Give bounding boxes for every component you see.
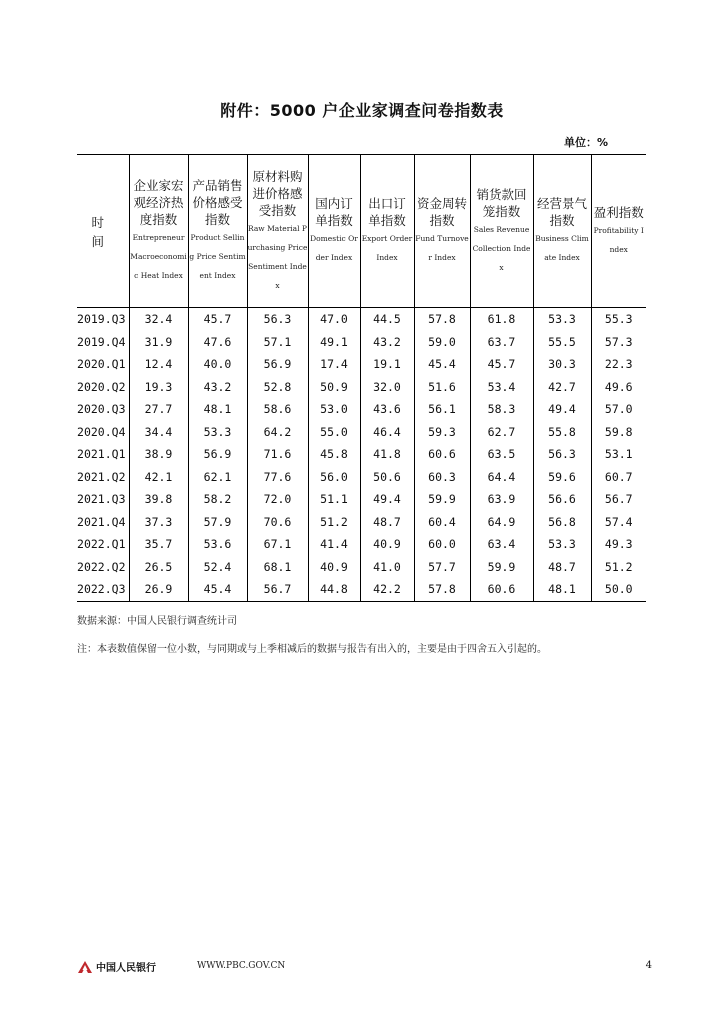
period-cell: 2021.Q2	[77, 469, 126, 484]
value-cell: 44.8	[308, 578, 360, 601]
value-cell: 59.3	[414, 421, 470, 444]
value-cell: 60.6	[414, 443, 470, 466]
value-cell: 52.8	[247, 376, 308, 399]
value-cell: 42.2	[360, 578, 414, 601]
value-cell: 55.0	[308, 421, 360, 444]
column-header-zh: 原材料购进价格感受指数	[252, 168, 303, 218]
value-cell: 41.8	[360, 443, 414, 466]
value-cell: 56.3	[533, 443, 591, 466]
value-cell: 17.4	[308, 353, 360, 376]
value-cell: 53.6	[188, 533, 247, 556]
header-row	[77, 155, 646, 308]
value-cell: 35.7	[129, 533, 188, 556]
value-cell: 53.3	[533, 308, 591, 331]
value-cell: 63.9	[470, 488, 533, 511]
value-cell: 58.2	[188, 488, 247, 511]
table-row	[77, 376, 646, 399]
value-cell: 57.9	[188, 511, 247, 534]
period-cell: 2021.Q3	[77, 492, 126, 507]
footer-url[interactable]: WWW.PBC.GOV.CN	[197, 961, 286, 971]
value-cell: 31.9	[129, 331, 188, 354]
table-row	[77, 488, 646, 511]
column-header	[129, 155, 188, 308]
value-cell: 59.9	[470, 556, 533, 579]
value-cell: 57.1	[247, 331, 308, 354]
value-cell: 51.2	[308, 511, 360, 534]
value-cell: 52.4	[188, 556, 247, 579]
value-cell: 45.8	[308, 443, 360, 466]
value-cell: 64.2	[247, 421, 308, 444]
table-row	[77, 443, 646, 466]
value-cell: 43.2	[360, 331, 414, 354]
value-cell: 56.7	[247, 578, 308, 601]
value-cell: 37.3	[129, 511, 188, 534]
value-cell: 60.7	[591, 466, 646, 489]
column-header	[470, 155, 533, 308]
column-header	[591, 155, 646, 308]
value-cell: 50.0	[591, 578, 646, 601]
value-cell: 32.0	[360, 376, 414, 399]
column-header-zh: 产品销售价格感受指数	[192, 178, 243, 227]
value-cell: 58.6	[247, 398, 308, 421]
value-cell: 48.7	[533, 556, 591, 579]
column-header-en: Fund Turnover Index	[415, 234, 469, 262]
value-cell: 43.2	[188, 376, 247, 399]
value-cell: 51.1	[308, 488, 360, 511]
value-cell: 55.5	[533, 331, 591, 354]
column-header	[360, 155, 414, 308]
value-cell: 51.6	[414, 376, 470, 399]
table-row	[77, 398, 646, 421]
value-cell: 56.9	[247, 353, 308, 376]
value-cell: 70.6	[247, 511, 308, 534]
time-column-header: 时 间	[77, 155, 129, 308]
value-cell: 34.4	[129, 421, 188, 444]
period-cell: 2019.Q4	[77, 334, 126, 349]
value-cell: 49.4	[360, 488, 414, 511]
bank-name: 中国人民银行	[96, 963, 156, 974]
period-cell: 2020.Q4	[77, 424, 126, 439]
value-cell: 60.3	[414, 466, 470, 489]
column-header	[533, 155, 591, 308]
value-cell: 64.4	[470, 466, 533, 489]
period-cell: 2022.Q2	[77, 559, 126, 574]
value-cell: 26.5	[129, 556, 188, 579]
column-header-en: Sales Revenue Collection Index	[472, 224, 531, 272]
value-cell: 53.1	[591, 443, 646, 466]
value-cell: 38.9	[129, 443, 188, 466]
value-cell: 45.4	[188, 578, 247, 601]
data-source: 数据来源：中国人民银行调查统计司	[77, 616, 237, 627]
value-cell: 56.8	[533, 511, 591, 534]
value-cell: 58.3	[470, 398, 533, 421]
column-header-en: Profitability Index	[593, 225, 644, 254]
column-header	[188, 155, 247, 308]
value-cell: 19.3	[129, 376, 188, 399]
value-cell: 53.3	[533, 533, 591, 556]
period-cell: 2020.Q2	[77, 379, 126, 394]
value-cell: 71.6	[247, 443, 308, 466]
value-cell: 48.7	[360, 511, 414, 534]
column-header-en: Export Order Index	[361, 234, 413, 262]
value-cell: 55.8	[533, 421, 591, 444]
value-cell: 53.4	[470, 376, 533, 399]
value-cell: 60.0	[414, 533, 470, 556]
column-header-zh: 销货款回笼指数	[476, 186, 527, 219]
value-cell: 67.1	[247, 533, 308, 556]
column-header	[414, 155, 470, 308]
value-cell: 40.0	[188, 353, 247, 376]
value-cell: 56.0	[308, 466, 360, 489]
value-cell: 57.8	[414, 578, 470, 601]
value-cell: 47.6	[188, 331, 247, 354]
value-cell: 51.2	[591, 556, 646, 579]
value-cell: 49.3	[591, 533, 646, 556]
column-header-zh: 国内订单指数	[315, 196, 353, 228]
value-cell: 40.9	[308, 556, 360, 579]
column-header-zh: 资金周转指数	[416, 196, 467, 228]
index-table	[77, 154, 646, 602]
column-header-en: Entrepreneur Macroeconomic Heat Index	[130, 233, 187, 280]
value-cell: 60.6	[470, 578, 533, 601]
pboc-logo-icon	[78, 961, 92, 973]
value-cell: 57.3	[591, 331, 646, 354]
period-cell: 2021.Q1	[77, 447, 126, 462]
value-cell: 53.0	[308, 398, 360, 421]
column-header-en: Business Climate Index	[535, 234, 589, 262]
value-cell: 39.8	[129, 488, 188, 511]
value-cell: 27.7	[129, 398, 188, 421]
value-cell: 53.3	[188, 421, 247, 444]
period-cell: 2019.Q3	[77, 312, 126, 327]
table-row	[77, 308, 646, 331]
value-cell: 63.5	[470, 443, 533, 466]
value-cell: 59.0	[414, 331, 470, 354]
table-row	[77, 353, 646, 376]
table-body	[77, 308, 646, 602]
value-cell: 68.1	[247, 556, 308, 579]
value-cell: 77.6	[247, 466, 308, 489]
period-cell: 2020.Q3	[77, 402, 126, 417]
footnote: 注：本表数值保留一位小数，与同期或与上季相减后的数据与报告有出入的，主要是由于四舍五入引起的。	[77, 644, 547, 655]
value-cell: 22.3	[591, 353, 646, 376]
table-row	[77, 578, 646, 601]
value-cell: 63.4	[470, 533, 533, 556]
value-cell: 48.1	[188, 398, 247, 421]
value-cell: 62.7	[470, 421, 533, 444]
value-cell: 59.6	[533, 466, 591, 489]
column-header-zh: 盈利指数	[593, 204, 644, 220]
value-cell: 41.4	[308, 533, 360, 556]
unit-label: 单位：%	[563, 136, 608, 149]
value-cell: 59.9	[414, 488, 470, 511]
value-cell: 56.6	[533, 488, 591, 511]
value-cell: 60.4	[414, 511, 470, 534]
page-number: 4	[645, 960, 652, 971]
value-cell: 45.7	[470, 353, 533, 376]
footer-logo	[78, 959, 156, 974]
value-cell: 56.1	[414, 398, 470, 421]
value-cell: 57.0	[591, 398, 646, 421]
value-cell: 43.6	[360, 398, 414, 421]
value-cell: 46.4	[360, 421, 414, 444]
value-cell: 45.7	[188, 308, 247, 331]
value-cell: 59.8	[591, 421, 646, 444]
page-title: 附件：5000 户企业家调查问卷指数表	[220, 101, 504, 120]
value-cell: 62.1	[188, 466, 247, 489]
value-cell: 57.4	[591, 511, 646, 534]
value-cell: 19.1	[360, 353, 414, 376]
value-cell: 56.3	[247, 308, 308, 331]
table-row	[77, 556, 646, 579]
value-cell: 42.7	[533, 376, 591, 399]
column-header	[247, 155, 308, 308]
value-cell: 48.1	[533, 578, 591, 601]
value-cell: 12.4	[129, 353, 188, 376]
value-cell: 50.9	[308, 376, 360, 399]
table-row	[77, 331, 646, 354]
column-header-en: Domestic Order Index	[310, 234, 358, 262]
value-cell: 64.9	[470, 511, 533, 534]
value-cell: 41.0	[360, 556, 414, 579]
column-header-en: Product Selling Price Sentiment Index	[189, 233, 246, 280]
value-cell: 40.9	[360, 533, 414, 556]
value-cell: 56.7	[591, 488, 646, 511]
value-cell: 45.4	[414, 353, 470, 376]
value-cell: 72.0	[247, 488, 308, 511]
value-cell: 47.0	[308, 308, 360, 331]
value-cell: 63.7	[470, 331, 533, 354]
table-row	[77, 466, 646, 489]
column-header-zh: 企业家宏观经济热度指数	[133, 178, 184, 227]
value-cell: 44.5	[360, 308, 414, 331]
value-cell: 61.8	[470, 308, 533, 331]
column-header-zh: 出口订单指数	[368, 196, 406, 228]
column-header	[308, 155, 360, 308]
value-cell: 56.9	[188, 443, 247, 466]
period-cell: 2022.Q3	[77, 582, 126, 597]
period-cell: 2020.Q1	[77, 357, 126, 372]
value-cell: 42.1	[129, 466, 188, 489]
value-cell: 49.4	[533, 398, 591, 421]
value-cell: 49.6	[591, 376, 646, 399]
value-cell: 55.3	[591, 308, 646, 331]
value-cell: 57.7	[414, 556, 470, 579]
value-cell: 50.6	[360, 466, 414, 489]
value-cell: 32.4	[129, 308, 188, 331]
value-cell: 49.1	[308, 331, 360, 354]
period-cell: 2021.Q4	[77, 514, 126, 529]
period-cell: 2022.Q1	[77, 537, 126, 552]
value-cell: 26.9	[129, 578, 188, 601]
table-row	[77, 421, 646, 444]
table-row	[77, 511, 646, 534]
column-header-en: Raw Material Purchasing Price Sentiment Index	[247, 223, 308, 290]
value-cell: 57.8	[414, 308, 470, 331]
table-row	[77, 533, 646, 556]
value-cell: 30.3	[533, 353, 591, 376]
column-header-zh: 经营景气指数	[536, 196, 587, 228]
